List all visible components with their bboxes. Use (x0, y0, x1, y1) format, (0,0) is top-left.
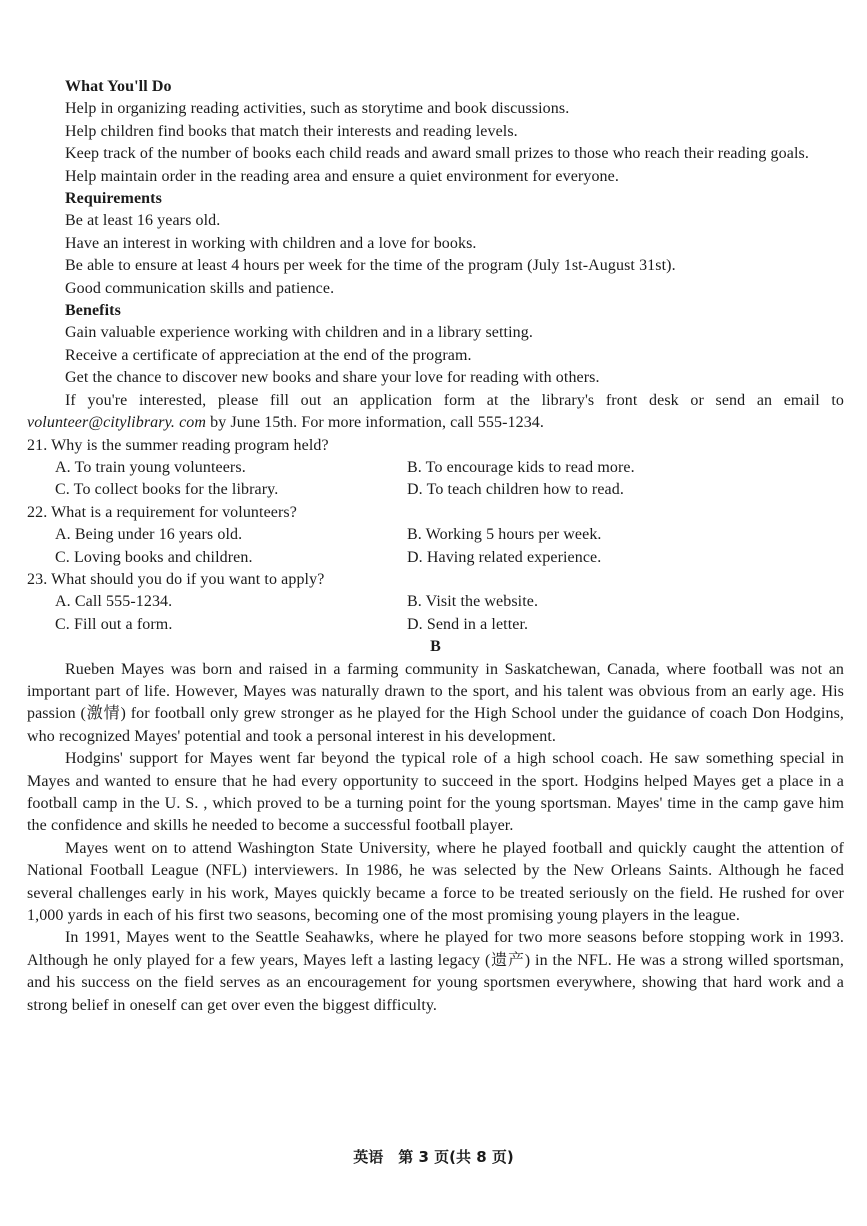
option-b: B. Working 5 hours per week. (407, 526, 602, 544)
option-d: D. To teach children how to read. (407, 481, 624, 499)
option-row (27, 591, 844, 613)
passage-paragraph: Rueben Mayes was born and raised in a farming community in Saskatchewan, Canada, where football was not an important part of life. However, Mayes was naturally drawn to the sport, and his talent was obvious from an early age. His passion (激情) for football only grew stronger as he played for the High School under the guidance of coach Don Hodgins, who recognized Mayes' potential and took a personal interest in his development. (27, 660, 844, 745)
passage-paragraph: In 1991, Mayes went to the Seattle Seahawks, where he played for two more seasons before stopping work in 1993. Although he only played for a few years, Mayes left a lasting legacy (遗产) in the NFL. He was a strong willed sportsman, and his success on the field serves as an encouragement for young sportsmen everywhere, showing that hard work and a strong belief in oneself can get over even the biggest difficulty. (27, 929, 844, 1014)
do-item: Help in organizing reading activities, such as storytime and book discussions. (65, 100, 570, 118)
option-c: C. Loving books and children. (55, 548, 253, 566)
do-item: Help maintain order in the reading area and ensure a quiet environment for everyone. (65, 167, 619, 185)
heading-what-youll-do: What You'll Do (65, 78, 172, 95)
page-content (27, 76, 844, 1017)
benefit-item: Gain valuable experience working with children and in a library setting. (65, 324, 533, 342)
question-stem: 22. What is a requirement for volunteers? (27, 503, 297, 521)
question-stem: 23. What should you do if you want to apply? (27, 570, 325, 588)
question-21 (27, 435, 844, 502)
option-c: C. Fill out a form. (55, 615, 173, 633)
requirement-item: Have an interest in working with children and a love for books. (65, 234, 477, 252)
option-a: A. Call 555-1234. (55, 593, 173, 611)
question-22 (27, 502, 844, 569)
heading-benefits: Benefits (65, 302, 121, 320)
option-c: C. To collect books for the library. (55, 481, 279, 499)
question-stem: 21. Why is the summer reading program held? (27, 436, 329, 454)
question-23 (27, 569, 844, 636)
do-item: Keep track of the number of books each child reads and award small prizes to those who reach their reading goals. (65, 145, 809, 163)
apply-text-after: by June 15th. For more information, call 555-1234. (206, 414, 544, 432)
requirement-item: Be at least 16 years old. (65, 212, 221, 230)
requirement-item: Good communication skills and patience. (65, 279, 335, 297)
option-b: B. Visit the website. (407, 593, 539, 611)
option-d: D. Send in a letter. (407, 615, 529, 633)
option-a: A. Being under 16 years old. (55, 526, 243, 544)
apply-email: volunteer@citylibrary. com (27, 414, 207, 432)
benefit-item: Get the chance to discover new books and share your love for reading with others. (65, 369, 600, 387)
section-b-label: B (430, 638, 441, 656)
page-footer: 英语 第 3 页(共 8 页) (353, 1148, 514, 1166)
option-row (27, 547, 844, 569)
apply-text-before: If you're interested, please fill out an application form at the library's front desk or send an email to (65, 391, 844, 409)
requirement-item: Be able to ensure at least 4 hours per week for the time of the program (July 1st-August 31st). (65, 257, 676, 275)
option-d: D. Having related experience. (407, 548, 602, 566)
benefit-item: Receive a certificate of appreciation at the end of the program. (65, 346, 472, 364)
option-a: A. To train young volunteers. (55, 458, 246, 476)
do-item: Help children find books that match their interests and reading levels. (65, 122, 518, 140)
passage-paragraph: Mayes went on to attend Washington State University, where he played football and quickly caught the attention of National Football League (NFL) interviewers. In 1986, he was selected by the New Orleans Saints. Although he faced several challenges early in his work, Mayes quickly became a force to be treated seriously on the field. He rushed for over 1,000 yards in each of his first two seasons, becoming one of the most promising young players in the league. (27, 839, 844, 925)
option-row (27, 457, 844, 479)
apply-paragraph (27, 390, 844, 435)
option-row (27, 614, 844, 636)
heading-requirements: Requirements (65, 190, 162, 208)
option-row (27, 479, 844, 501)
option-b: B. To encourage kids to read more. (407, 458, 635, 476)
option-row (27, 524, 844, 546)
passage-paragraph: Hodgins' support for Mayes went far beyond the typical role of a high school coach. He saw something special in Mayes and wanted to ensure that he had every opportunity to succeed in the sport. Hodgins helped Mayes get a place in a football camp in the U. S. , which proved to be a turning point for the young sportsman. Mayes' time in the camp gave him the confidence and skills he needed to become a successful football player. (27, 750, 844, 835)
